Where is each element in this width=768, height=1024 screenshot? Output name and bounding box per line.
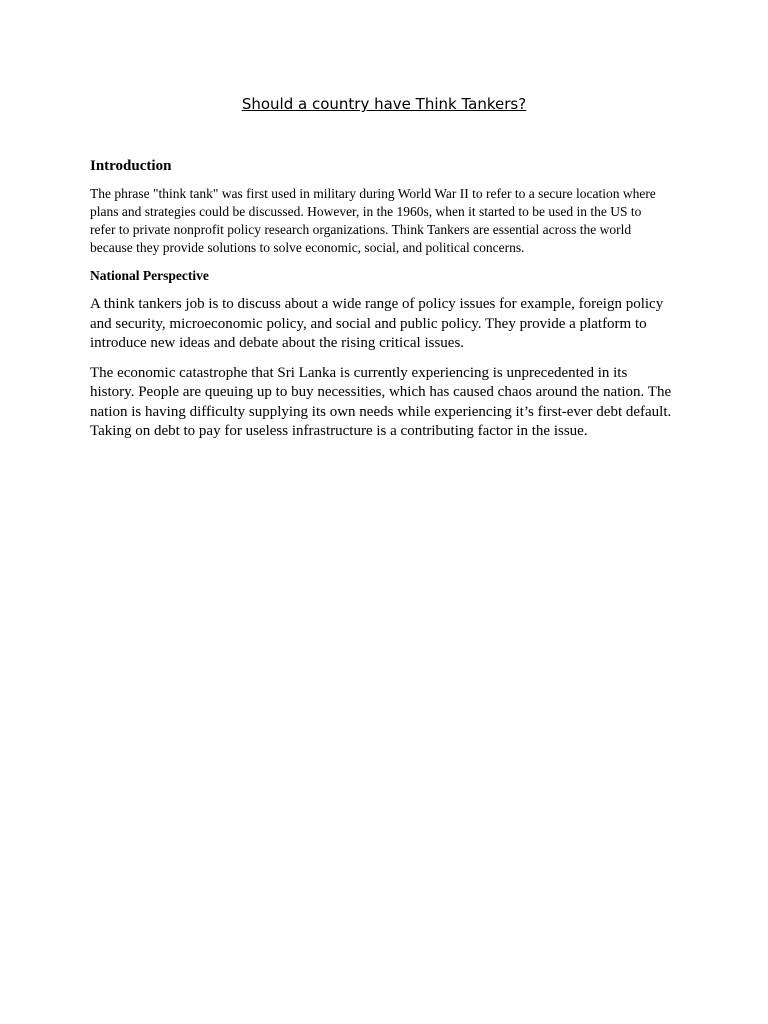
paragraph-line: The phrase "think tank" was first used in military during World War II to refer to a secure location where [90,186,656,201]
paragraph-line: because they provide solutions to solve economic, social, and political concerns. [90,240,525,255]
paragraph-introduction [90,185,680,257]
document-body [90,156,680,452]
paragraph-line: Taking on debt to pay for useless infrastructure is a contributing factor in the issue. [90,423,588,439]
section-heading-introduction: Introduction [90,158,172,174]
paragraph-think-tankers-job [90,295,680,354]
paragraph-line: introduce new ideas and debate about the rising critical issues. [90,335,465,351]
paragraph-line: history. People are queuing up to buy necessities, which has caused chaos around the nation. The [90,384,672,400]
document-title: Should a country have Think Tankers? [241,95,527,113]
paragraph-economic-catastrophe [90,364,680,442]
paragraph-line: A think tankers job is to discuss about a wide range of policy issues for example, foreign policy [90,296,664,312]
paragraph-line: and security, microeconomic policy, and social and public policy. They provide a platform to [90,315,647,332]
paragraph-line: The economic catastrophe that Sri Lanka is currently experiencing is unprecedented in its [90,364,628,381]
section-heading-national-perspective: National Perspective [90,268,209,283]
paragraph-line: refer to private nonprofit policy research organizations. Think Tankers are essential across the world [90,222,632,237]
paragraph-line: plans and strategies could be discussed. However, in the 1960s, when it started to be used in the US to [90,204,642,219]
paragraph-line: nation is having difficulty supplying its own needs while experiencing it’s first-ever debt default. [90,403,672,420]
